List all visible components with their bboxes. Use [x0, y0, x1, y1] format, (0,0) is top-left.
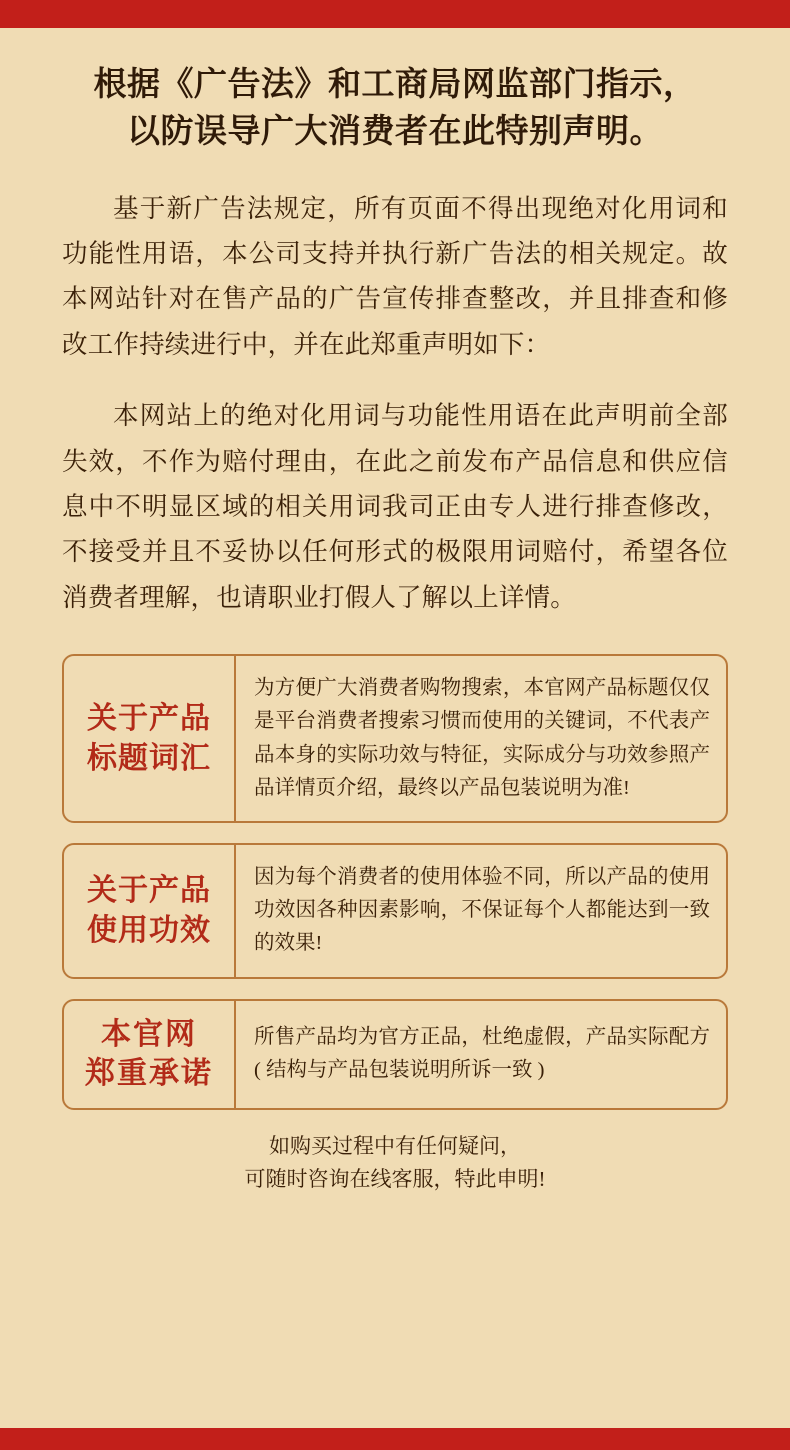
- card-product-efficacy: [62, 843, 728, 979]
- paragraph-2: 本网站上的绝对化用词与功能性用语在此声明前全部失效，不作为赔付理由，在此之前发布产品信息和供应信息中不明显区域的相关用词我司正由专人进行排查修改，不接受并且不妥协以任何形式的极限用词赔付，希望各位消费者理解，也请职业打假人了解以上详情。: [62, 401, 728, 612]
- card-3-label-line-2: 郑重承诺: [85, 1057, 213, 1091]
- card-2-label: [64, 845, 236, 977]
- card-2-label-line-1: 关于产品: [87, 874, 211, 908]
- card-1-label-line-2: 标题词汇: [87, 741, 211, 775]
- top-red-bar: [0, 0, 790, 28]
- card-2-label-line-2: 使用功效: [87, 913, 211, 947]
- card-1-label-line-1: 关于产品: [87, 701, 211, 735]
- statement-cards: [62, 654, 728, 1110]
- card-3-label-line-1: 本官网: [101, 1017, 197, 1051]
- card-3-label: [64, 1001, 236, 1108]
- bottom-red-bar: [0, 1428, 790, 1450]
- footer-line-2: 可随时咨询在线客服，特此申明!: [244, 1167, 546, 1192]
- card-3-body: 所售产品均为官方正品，杜绝虚假，产品实际配方( 结构与产品包装说明所诉一致 ): [254, 1025, 710, 1082]
- footer-line-1: 如购买过程中有任何疑问，: [269, 1133, 521, 1158]
- paragraph-1: 基于新广告法规定，所有页面不得出现绝对化用词和功能性用语，本公司支持并执行新广告法的相关规定。故本网站针对在售产品的广告宣传排查整改，并且排查和修改工作持续进行中，并在此郑重声明如下：: [62, 193, 728, 359]
- card-product-title-terms: [62, 654, 728, 823]
- page-title-line-1: 根据《广告法》和工商局网监部门指示，: [93, 67, 697, 103]
- card-1-label: [64, 656, 236, 821]
- page-title: [62, 62, 728, 156]
- footer-note: [62, 1130, 728, 1197]
- card-2-body: 因为每个消费者的使用体验不同，所以产品的使用功效因各种因素影响，不保证每个人都能达到一致的效果!: [254, 865, 710, 955]
- page-title-line-2: 以防误导广大消费者在此特别声明。: [127, 113, 663, 150]
- card-official-promise: [62, 999, 728, 1110]
- disclaimer-content: [0, 28, 790, 1428]
- card-1-body: 为方便广大消费者购物搜索，本官网产品标题仅仅是平台消费者搜索习惯而使用的关键词，不代表产品本身的实际功效与特征，实际成分与功效参照产品详情页介绍，最终以产品包装说明为准!: [254, 677, 710, 799]
